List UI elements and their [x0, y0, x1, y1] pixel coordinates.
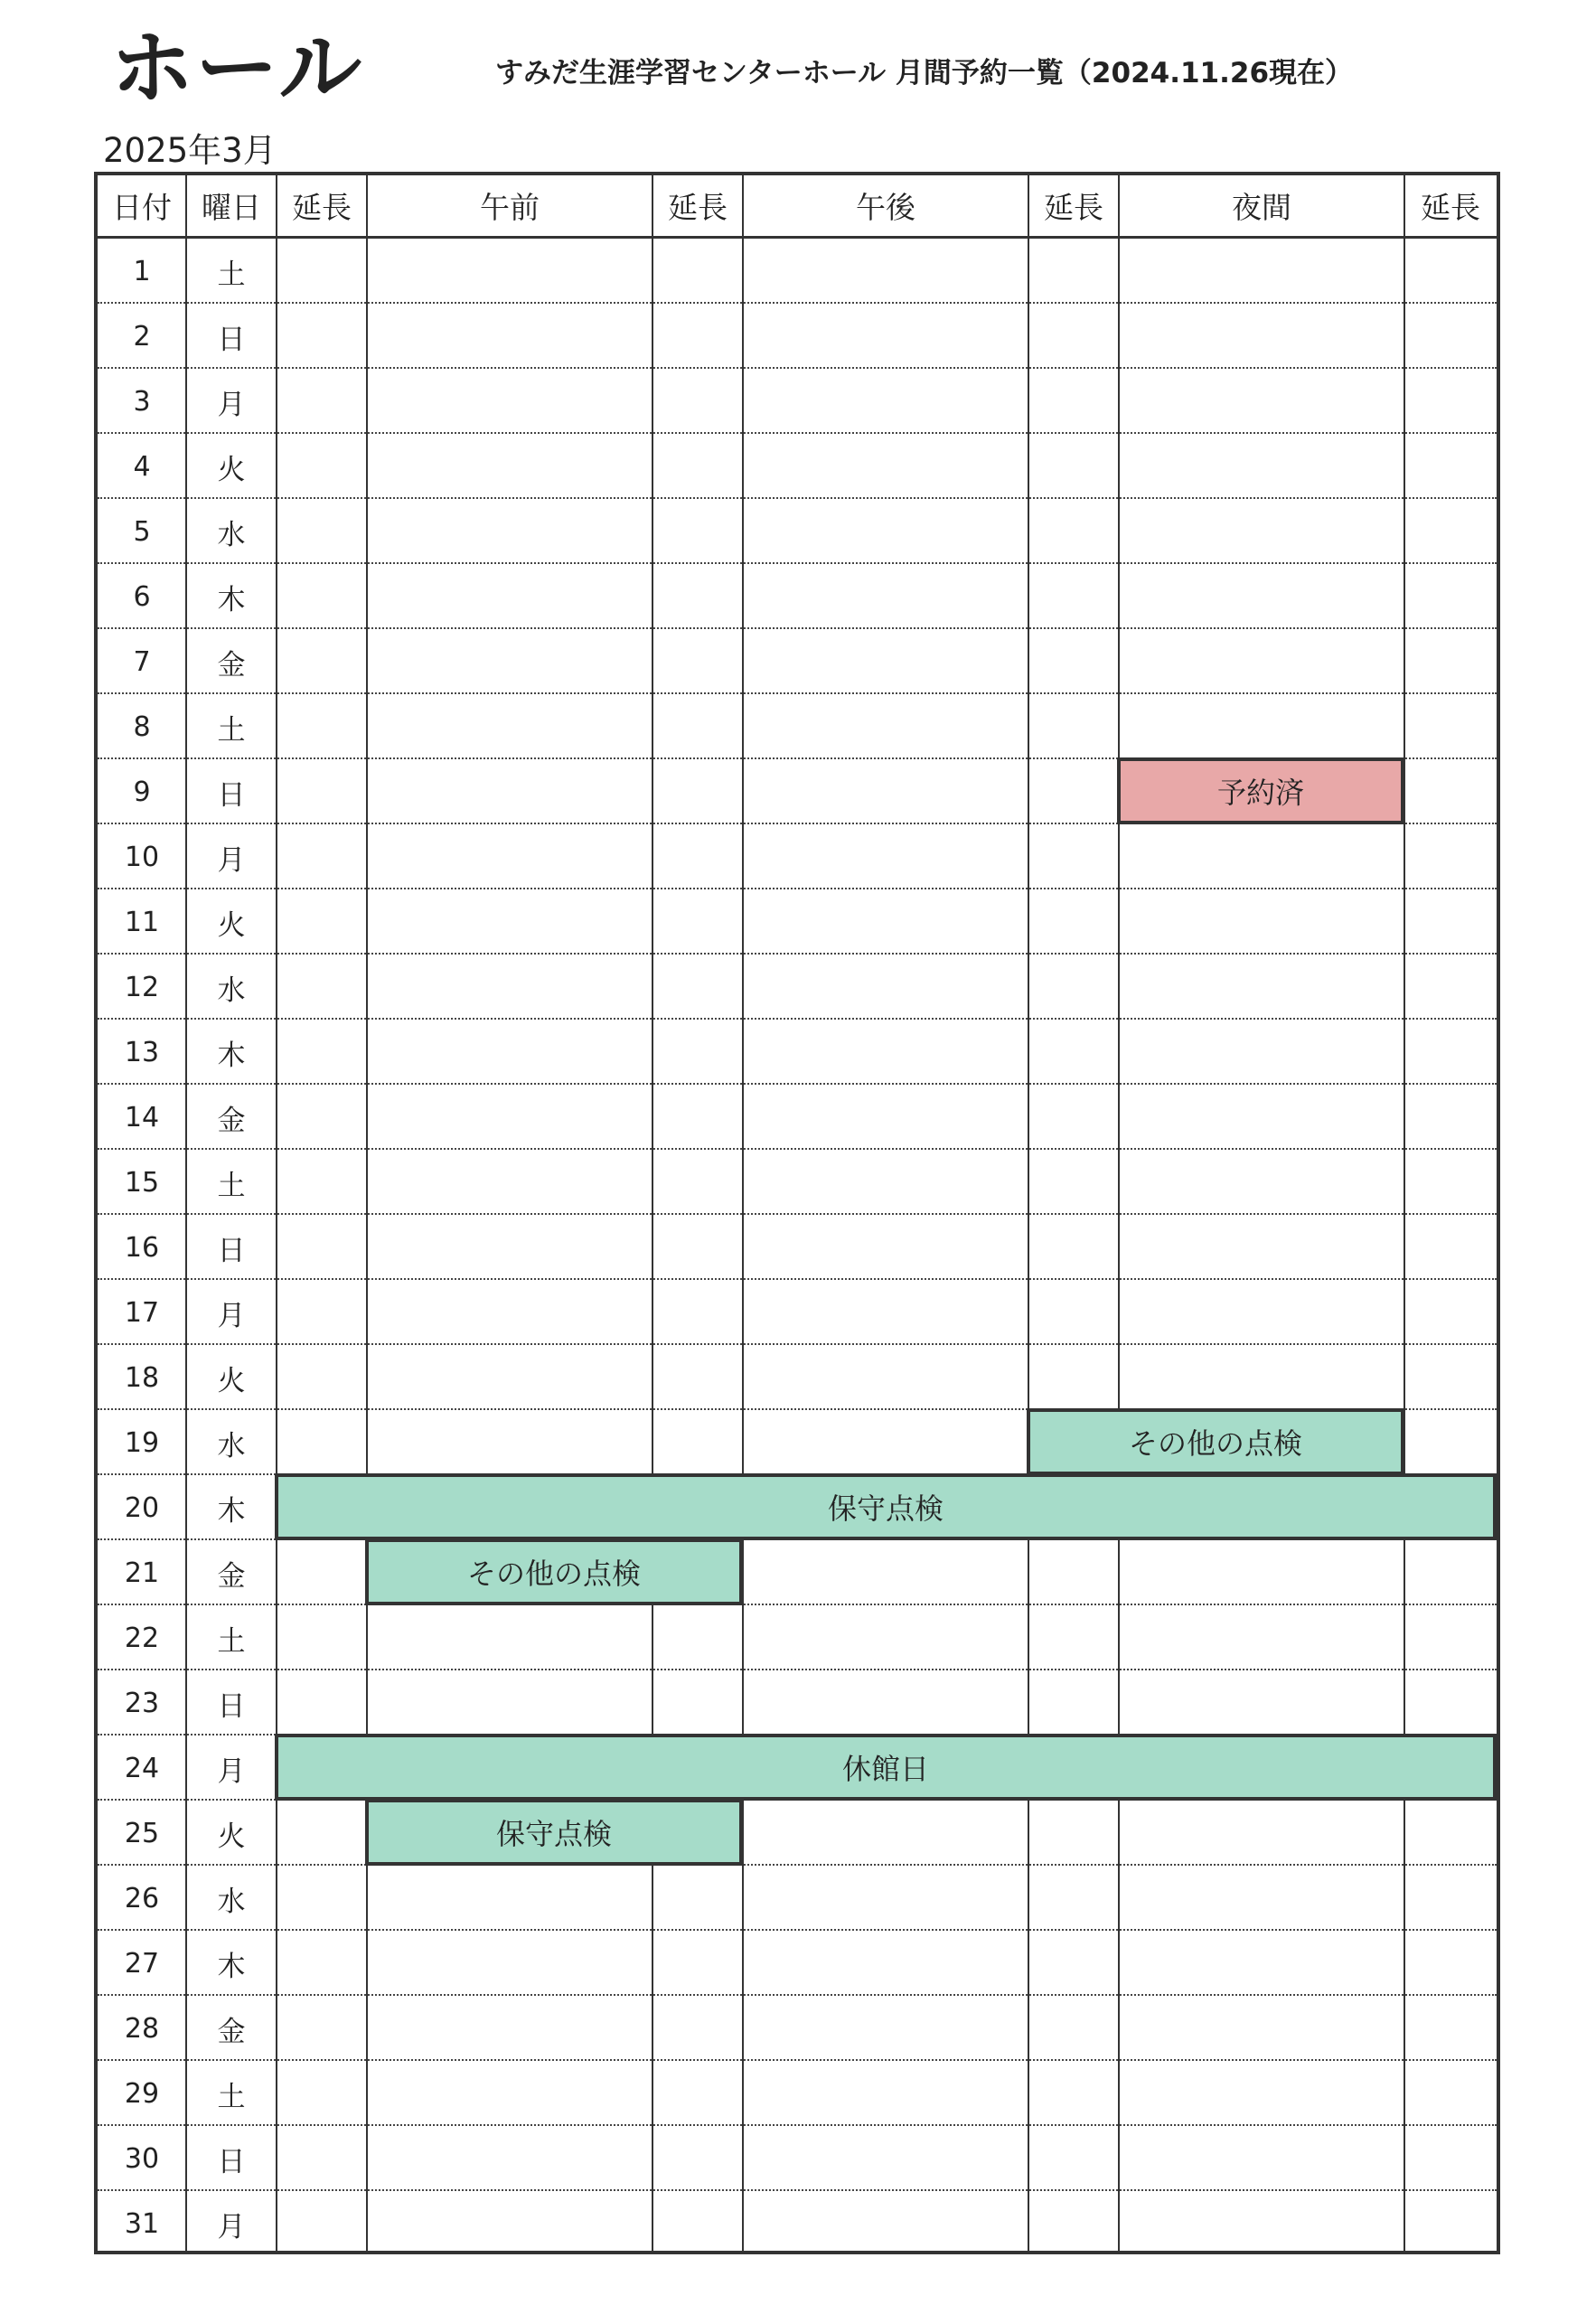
table-row: [98, 239, 1497, 304]
weekday-cell: 木: [217, 1039, 246, 1072]
table-row: [98, 824, 1497, 889]
date-cell: 15: [124, 1166, 160, 1199]
date-cell: 27: [124, 1947, 160, 1980]
date-cell: 18: [124, 1361, 160, 1394]
booking-block: 保守点検: [365, 1799, 743, 1866]
weekday-cell: 水: [217, 1885, 246, 1918]
booking-block: 保守点検: [275, 1473, 1497, 1540]
weekday-cell: 日: [217, 778, 246, 812]
weekday-cell: 日: [217, 1234, 246, 1267]
table-row: [98, 1996, 1497, 2061]
table-row: [98, 1866, 1497, 1931]
table-row: [98, 1801, 1497, 1866]
table-row: [98, 499, 1497, 564]
date-cell: 29: [124, 2077, 160, 2110]
weekday-cell: 土: [217, 2080, 246, 2113]
table-row: [98, 1280, 1497, 1345]
date-cell: 20: [124, 1491, 160, 1524]
month-label: 2025年3月: [103, 131, 277, 170]
date-cell: 14: [124, 1101, 160, 1133]
weekday-cell: 木: [217, 1950, 246, 1983]
date-cell: 1: [133, 255, 151, 287]
table-row: [98, 2061, 1497, 2126]
date-cell: 22: [124, 1622, 160, 1654]
weekday-cell: 火: [217, 908, 246, 942]
date-cell: 2: [133, 320, 151, 353]
weekday-cell: 金: [217, 648, 246, 682]
table-row: [98, 434, 1497, 499]
date-cell: 4: [133, 450, 151, 483]
weekday-cell: 木: [217, 583, 246, 616]
weekday-cell: 日: [217, 2145, 246, 2178]
weekday-cell: 月: [217, 843, 246, 877]
date-cell: 3: [133, 385, 151, 418]
date-cell: 23: [124, 1687, 160, 1719]
booking-block: その他の点検: [365, 1538, 743, 1605]
reservation-grid: [98, 175, 1497, 2251]
table-row: [98, 1931, 1497, 1996]
table-row: [98, 694, 1497, 759]
table-row: [98, 1085, 1497, 1150]
date-cell: 17: [124, 1296, 160, 1329]
weekday-cell: 日: [217, 1689, 246, 1723]
date-cell: 11: [124, 906, 160, 938]
weekday-cell: 水: [217, 518, 246, 551]
weekday-cell: 日: [217, 323, 246, 356]
table-row: [98, 1020, 1497, 1085]
date-cell: 13: [124, 1036, 160, 1068]
date-cell: 25: [124, 1817, 160, 1849]
column-header: 午前: [367, 175, 652, 239]
table-row: [98, 2126, 1497, 2191]
date-cell: 21: [124, 1557, 160, 1589]
weekday-cell: 水: [217, 974, 246, 1007]
date-cell: 26: [124, 1882, 160, 1914]
date-cell: 8: [133, 710, 151, 743]
weekday-cell: 金: [217, 1104, 246, 1137]
column-header: 延長: [1028, 175, 1119, 239]
column-header: 夜間: [1119, 175, 1404, 239]
date-cell: 19: [124, 1426, 160, 1459]
weekday-cell: 金: [217, 2015, 246, 2048]
table-row: [98, 629, 1497, 694]
table-row: [98, 369, 1497, 434]
date-cell: 9: [133, 776, 151, 808]
date-cell: 6: [133, 580, 151, 613]
date-cell: 31: [124, 2207, 160, 2240]
table-row: [98, 1345, 1497, 1410]
weekday-cell: 火: [217, 1364, 246, 1397]
booking-block: その他の点検: [1027, 1408, 1404, 1475]
weekday-cell: 月: [217, 2210, 246, 2243]
table-row: [98, 889, 1497, 955]
page-title: ホール: [110, 20, 364, 117]
table-row: [98, 564, 1497, 629]
weekday-cell: 火: [217, 453, 246, 486]
weekday-cell: 水: [217, 1429, 246, 1463]
weekday-cell: 月: [217, 1754, 246, 1788]
date-cell: 30: [124, 2142, 160, 2175]
date-cell: 5: [133, 515, 151, 548]
date-cell: 10: [124, 841, 160, 873]
column-header: 日付: [98, 175, 186, 239]
column-header: 延長: [277, 175, 367, 239]
weekday-cell: 火: [217, 1820, 246, 1853]
date-cell: 24: [124, 1752, 160, 1784]
column-header: 午後: [743, 175, 1028, 239]
date-cell: 28: [124, 2012, 160, 2045]
weekday-cell: 月: [217, 388, 246, 421]
booking-block: 休館日: [275, 1734, 1497, 1801]
weekday-cell: 金: [217, 1559, 246, 1593]
date-cell: 16: [124, 1231, 160, 1264]
table-row: [98, 1670, 1497, 1736]
table-row: [98, 1605, 1497, 1670]
table-row: [98, 304, 1497, 369]
table-row: [98, 1540, 1497, 1605]
weekday-cell: 木: [217, 1494, 246, 1528]
weekday-cell: 月: [217, 1299, 246, 1332]
table-row: [98, 955, 1497, 1020]
booking-block: 予約済: [1117, 757, 1404, 824]
weekday-cell: 土: [217, 713, 246, 747]
column-header: 曜日: [186, 175, 277, 239]
date-cell: 12: [124, 971, 160, 1003]
page-subtitle: すみだ生涯学習センターホール 月間予約一覧（2024.11.26現在）: [495, 57, 1354, 89]
table-row: [98, 1215, 1497, 1280]
weekday-cell: 土: [217, 1169, 246, 1202]
column-header: 延長: [1404, 175, 1497, 239]
reservation-table: [94, 172, 1500, 2254]
column-header: 延長: [652, 175, 743, 239]
table-row: [98, 2191, 1497, 2256]
date-cell: 7: [133, 645, 151, 678]
table-row: [98, 1150, 1497, 1215]
weekday-cell: 土: [217, 258, 246, 291]
weekday-cell: 土: [217, 1624, 246, 1658]
